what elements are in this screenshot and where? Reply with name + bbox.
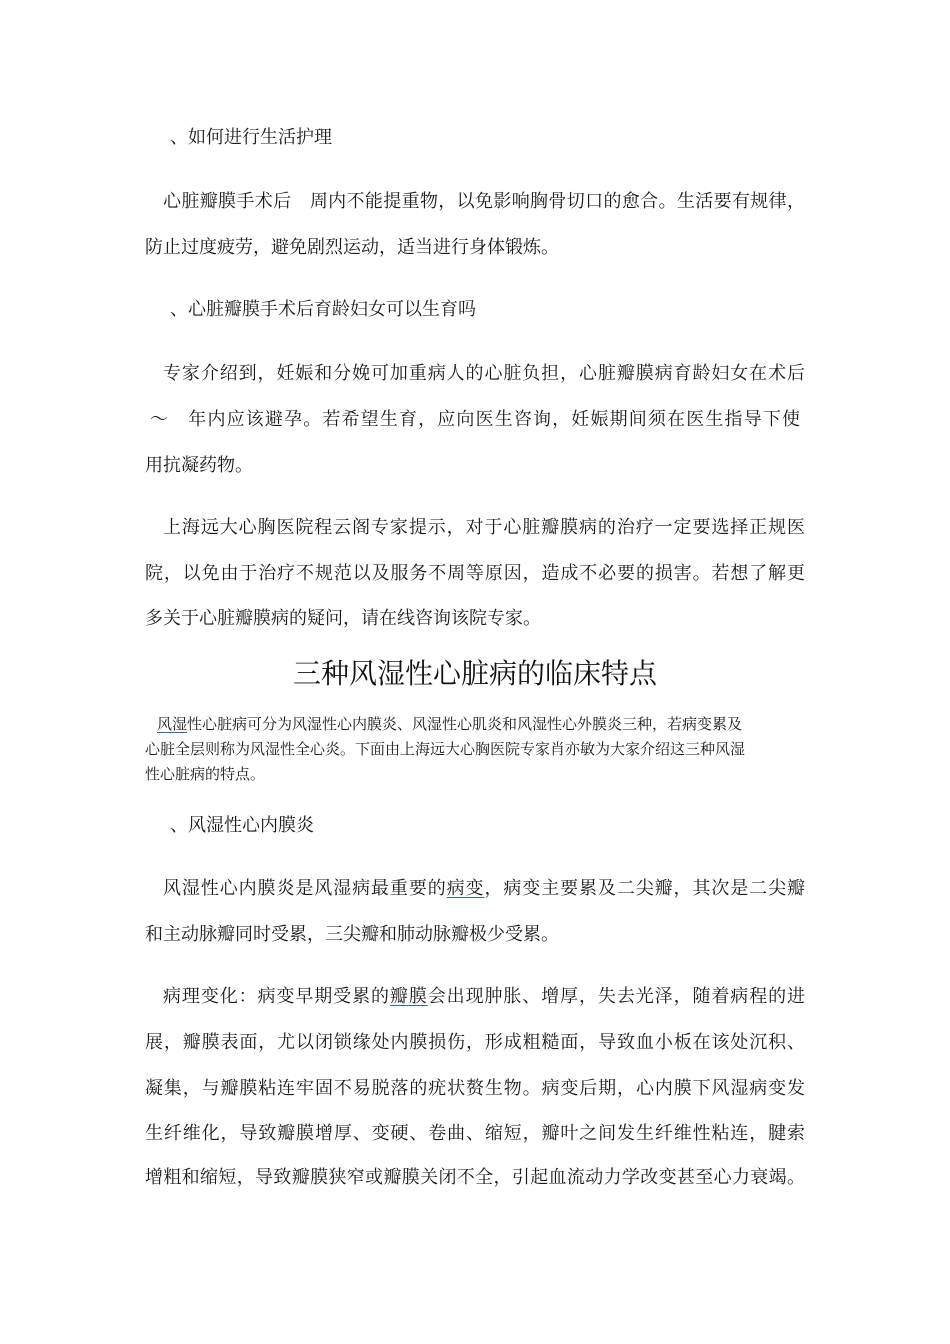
paragraph-line: 上海远大心胸医院程云阁专家提示，对于心脏瓣膜病的治疗一定要选择正规医 (163, 517, 805, 538)
valve-link[interactable]: 瓣膜 (389, 986, 428, 1007)
paragraph-line: 展，瓣膜表面，尤以闭锁缘处内膜损伤，形成粗糙面，导致血小板在该处沉积、 (145, 1032, 805, 1053)
text-span: ，病变主要累及二尖瓣，其次是二尖瓣 (484, 878, 806, 899)
paragraph-line: 和主动脉瓣同时受累，三尖瓣和肺动脉瓣极少受累。 (145, 924, 559, 945)
paragraph-line (163, 985, 805, 1009)
section-heading: 、心脏瓣膜手术后育龄妇女可以生育吗 (170, 299, 476, 320)
paragraph-line: 增粗和缩短，导致瓣膜狭窄或瓣膜关闭不全，引起血流动力学改变甚至心力衰竭。 (145, 1167, 805, 1188)
intro-text: 性心脏病可分为风湿性心内膜炎、风湿性心肌炎和风湿性心外膜炎三种，若病变累及 (187, 715, 743, 733)
paragraph-line: 专家介绍到，妊娠和分娩可加重病人的心脏负担，心脏瓣膜病育龄妇女在术后 (163, 363, 805, 384)
section-heading: 、如何进行生活护理 (170, 127, 332, 148)
text-span: 病理变化：病变早期受累的 (163, 986, 390, 1007)
paragraph-line: 凝集，与瓣膜粘连牢固不易脱落的疣状赘生物。病变后期，心内膜下风湿病变发 (145, 1078, 805, 1099)
paragraph-line: 心脏瓣膜手术后 周内不能提重物，以免影响胸骨切口的愈合。生活要有规律， (163, 191, 805, 212)
article-title: 三种风湿性心脏病的临床特点 (292, 657, 657, 690)
intro-line: 性心脏病的特点。 (145, 765, 266, 783)
text-span: 会出现肿胀、增厚，失去光泽，随着病程的进 (427, 986, 806, 1007)
intro-line: 心脏全层则称为风湿性全心炎。下面由上海远大心胸医院专家肖亦敏为大家介绍这三种风湿 (145, 740, 746, 758)
section-heading: 、风湿性心内膜炎 (170, 815, 314, 836)
intro-line (157, 714, 807, 734)
paragraph-line: ～ 年内应该避孕。若希望生育，应向医生咨询，妊娠期间须在医生指导下使 (150, 409, 800, 430)
paragraph-line: 生纤维化，导致瓣膜增厚、变硬、卷曲、缩短，瓣叶之间发生纤维性粘连，腱索 (145, 1123, 805, 1144)
paragraph-line (163, 877, 805, 901)
paragraph-line: 多关于心脏瓣膜病的疑问，请在线咨询该院专家。 (145, 608, 541, 629)
rheumatism-link[interactable]: 风湿 (157, 715, 188, 733)
paragraph-line: 用抗凝药物。 (145, 455, 253, 476)
paragraph-line: 院，以免由于治疗不规范以及服务不周等原因，造成不必要的损害。若想了解更 (145, 563, 805, 584)
text-span: 风湿性心内膜炎是风湿病最重要的 (163, 878, 447, 899)
lesion-link[interactable]: 病变 (446, 878, 485, 899)
paragraph-line: 防止过度疲劳，避免剧烈运动，适当进行身体锻炼。 (145, 237, 559, 258)
